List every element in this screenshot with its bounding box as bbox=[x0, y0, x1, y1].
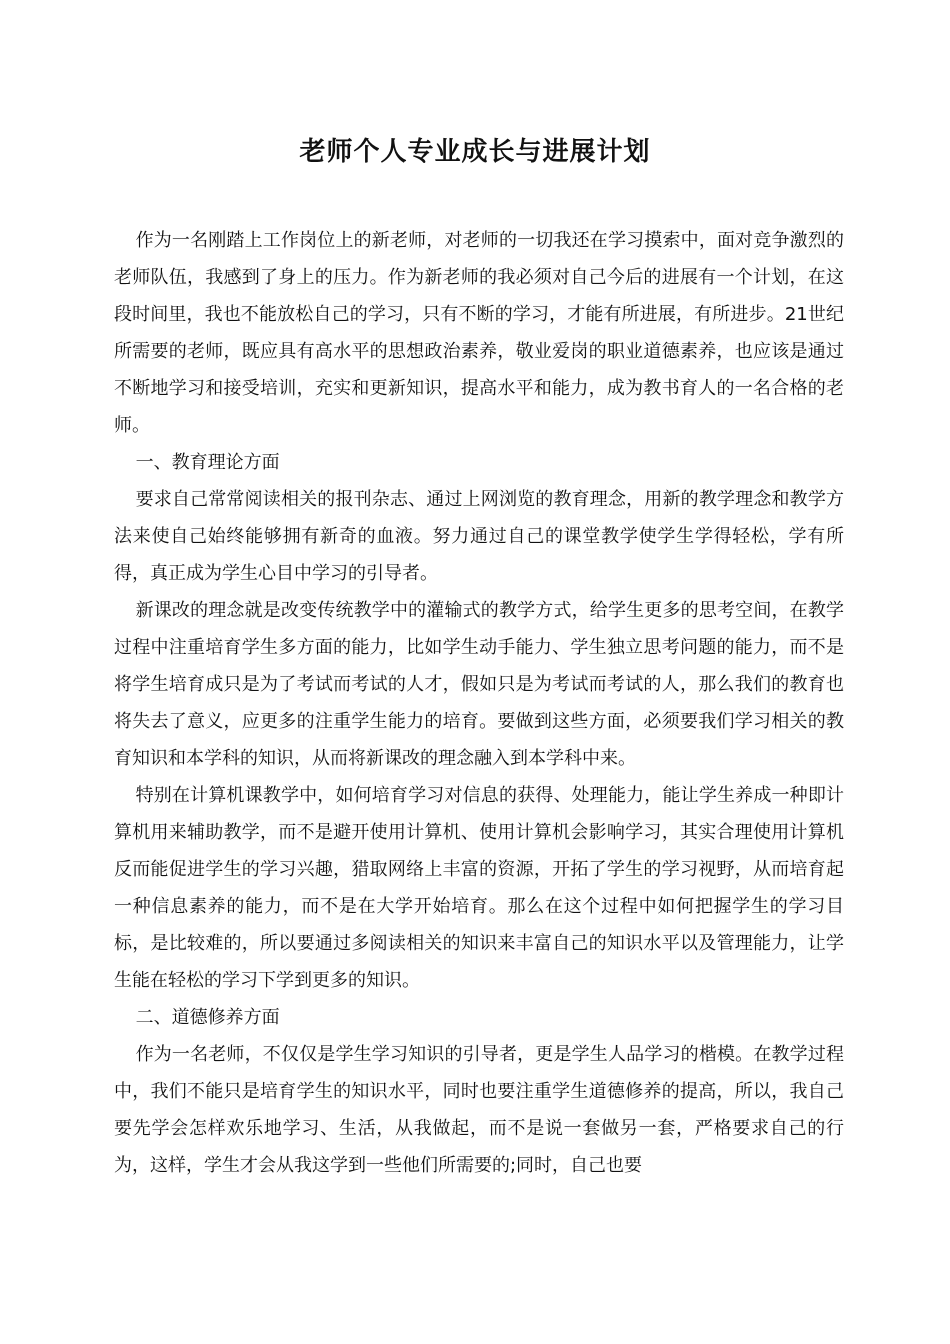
section-heading-education-theory: 一、教育理论方面 bbox=[135, 452, 280, 473]
body-paragraph: 作为一名老师，不仅仅是学生学习知识的引导者，更是学生人品学习的楷模。在教学过程中，我们不能只是培育学生的知识水平，同时也要注重学生道德修养的提高，所以，我自己要先学会怎样欢乐地学习、生活，从我做起，而不是说一套做另一套，严格要求自己的行为，这样，学生才会从我这学到一些他们所需要的;同时，自己也要 bbox=[114, 1044, 844, 1176]
intro-paragraph: 作为一名刚踏上工作岗位上的新老师，对老师的一切我还在学习摸索中，面对竞争激烈的老师队伍，我感到了身上的压力。作为新老师的我必须对自己今后的进展有一个计划，在这段时间里，我也不能放松自己的学习，只有不断的学习，才能有所进展，有所进步。21世纪所需要的老师，既应具有高水平的思想政治素养，敬业爱岗的职业道德素养，也应该是通过不断地学习和接受培训，充实和更新知识，提高水平和能力，成为教书育人的一名合格的老师。 bbox=[114, 230, 844, 436]
body-paragraph: 要求自己常常阅读相关的报刊杂志、通过上网浏览的教育理念，用新的教学理念和教学方法来使自己始终能够拥有新奇的血液。努力通过自己的课堂教学使学生学得轻松，学有所得，真正成为学生心目中学习的引导者。 bbox=[114, 489, 844, 584]
body-paragraph: 特别在计算机课教学中，如何培育学习对信息的获得、处理能力，能让学生养成一种即计算机用来辅助教学，而不是避开使用计算机、使用计算机会影响学习，其实合理使用计算机反而能促进学生的学习兴趣，猎取网络上丰富的资源，开拓了学生的学习视野，从而培育起一种信息素养的能力，而不是在大学开始培育。那么在这个过程中如何把握学生的学习目标，是比较难的，所以要通过多阅读相关的知识来丰富自己的知识水平以及管理能力，让学生能在轻松的学习下学到更多的知识。 bbox=[114, 785, 844, 991]
document-body bbox=[114, 222, 844, 1184]
document-title: 老师个人专业成长与进展计划 bbox=[299, 137, 651, 167]
body-paragraph: 新课改的理念就是改变传统教学中的灌输式的教学方式，给学生更多的思考空间，在教学过程中注重培育学生多方面的能力，比如学生动手能力、学生独立思考问题的能力，而不是将学生培育成只是为了考试而考试的人才，假如只是为考试而考试的人，那么我们的教育也将失去了意义，应更多的注重学生能力的培育。要做到这些方面，必须要我们学习相关的教育知识和本学科的知识，从而将新课改的理念融入到本学科中来。 bbox=[114, 600, 844, 769]
section-heading-moral-cultivation: 二、道德修养方面 bbox=[135, 1007, 280, 1028]
